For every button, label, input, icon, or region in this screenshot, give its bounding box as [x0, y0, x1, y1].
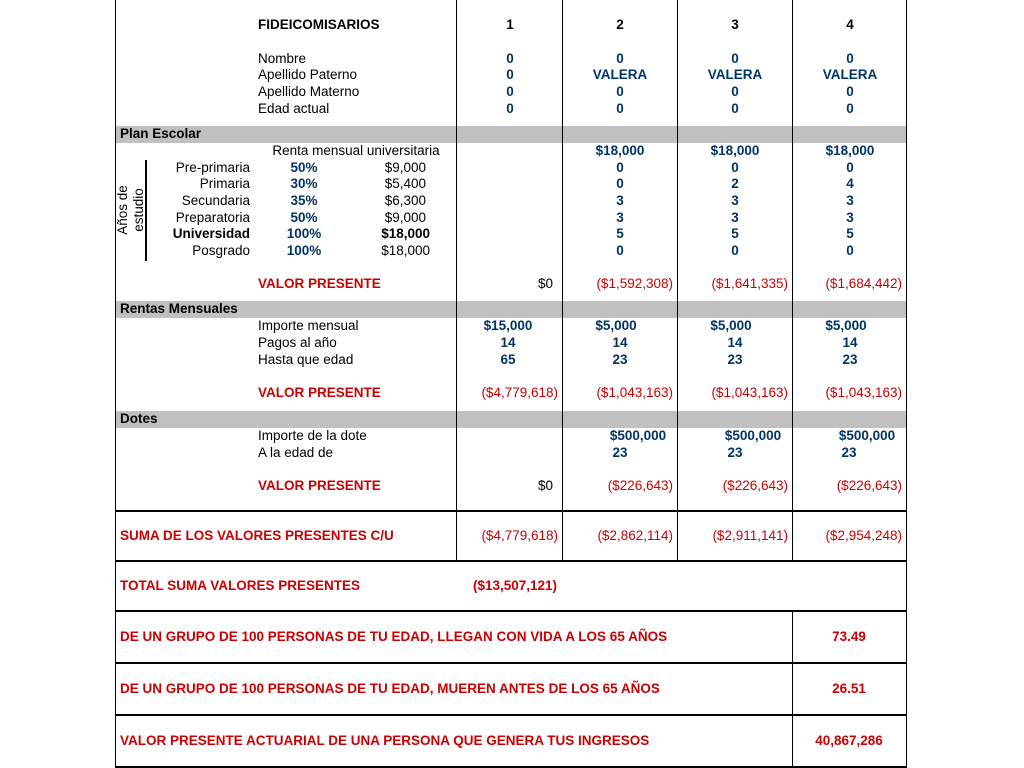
level-years-3: 5	[731, 226, 739, 241]
col-header-4: 4	[846, 17, 854, 32]
level-years-3: 0	[731, 243, 739, 258]
importe-mensual-1: $15,000	[483, 318, 533, 333]
importe-mensual-4: $5,000	[825, 318, 867, 333]
rentas-vp-1: ($4,779,618)	[481, 385, 558, 400]
level-amount: $18,000	[381, 226, 430, 241]
pagos-al-ano-1: 14	[500, 335, 516, 350]
suma-2: ($2,862,114)	[597, 528, 673, 543]
dotes-vp-3: ($226,643)	[722, 478, 788, 493]
level-name: Posgrado	[192, 243, 250, 258]
level-years-2: 0	[616, 243, 624, 258]
level-pct: 30%	[290, 176, 318, 191]
actuarial-value: 40,867,286	[815, 733, 883, 748]
divider-suma	[115, 510, 907, 512]
plan-vp-label: VALOR PRESENTE	[258, 276, 381, 291]
apellido-materno-3: 0	[731, 84, 739, 99]
plan-vp-4: ($1,684,442)	[825, 276, 902, 291]
apellido-paterno-4: VALERA	[822, 67, 878, 82]
plan-escolar-title: Plan Escolar	[120, 126, 202, 141]
suma-3: ($2,911,141)	[712, 528, 788, 543]
grid-col2-line	[562, 0, 563, 511]
rentas-vp-2: ($1,043,163)	[596, 385, 673, 400]
pagos-al-ano-2: 14	[612, 335, 628, 350]
level-years-4: 0	[846, 243, 854, 258]
importe-mensual-label: Importe mensual	[258, 318, 359, 333]
grid-right-border	[906, 0, 907, 768]
importe-dote-2: $500,000	[609, 428, 667, 443]
a-la-edad-2: 23	[612, 445, 628, 460]
apellido-materno-label: Apellido Materno	[258, 84, 360, 99]
nombre-label: Nombre	[258, 51, 307, 66]
apellido-paterno-1: 0	[506, 67, 514, 82]
apellido-paterno-2: VALERA	[592, 67, 648, 82]
col-header-1: 1	[506, 17, 514, 32]
renta-mensual-label: Renta mensual universitaria	[272, 143, 440, 158]
level-years-4: 5	[846, 226, 854, 241]
total-value: ($13,507,121)	[472, 578, 558, 593]
level-years-2: 0	[616, 160, 624, 175]
col-header-2: 2	[616, 17, 624, 32]
level-years-3: 2	[731, 176, 739, 191]
nombre-3: 0	[731, 51, 739, 66]
rentas-title: Rentas Mensuales	[120, 301, 238, 316]
renta-mensual-4: $18,000	[825, 143, 875, 158]
dotes-vp-4: ($226,643)	[836, 478, 902, 493]
rentas-vp-label: VALOR PRESENTE	[258, 385, 381, 400]
renta-mensual-2: $18,000	[595, 143, 645, 158]
nombre-1: 0	[506, 51, 514, 66]
edad-actual-2: 0	[616, 101, 624, 116]
plan-escolar-band	[116, 126, 906, 143]
level-name: Preparatoria	[175, 210, 250, 225]
level-name: Secundaria	[181, 193, 250, 208]
grid-col1-line	[456, 0, 457, 511]
grid-col4-line	[792, 0, 793, 511]
level-years-2: 0	[616, 176, 624, 191]
importe-dote-label: Importe de la dote	[258, 428, 367, 443]
nombre-4: 0	[846, 51, 854, 66]
edad-actual-4: 0	[846, 101, 854, 116]
pagos-al-ano-3: 14	[727, 335, 743, 350]
apellido-paterno-3: VALERA	[707, 67, 763, 82]
hasta-que-edad-1: 65	[500, 352, 516, 367]
pagos-al-ano-label: Pagos al año	[258, 335, 337, 350]
level-amount: $6,300	[384, 193, 426, 208]
col-header-3: 3	[731, 17, 739, 32]
a-la-edad-3: 23	[727, 445, 743, 460]
mueren-label: DE UN GRUPO DE 100 PERSONAS DE TU EDAD, MUEREN ANTES DE LOS 65 AÑOS	[120, 681, 660, 696]
level-years-4: 0	[846, 160, 854, 175]
pagos-al-ano-4: 14	[842, 335, 858, 350]
suma-label: SUMA DE LOS VALORES PRESENTES C/U	[120, 528, 394, 543]
suma-col2-line	[562, 511, 563, 561]
dotes-vp-1: $0	[537, 478, 553, 493]
level-name: Universidad	[172, 226, 250, 241]
level-pct: 100%	[286, 226, 322, 241]
anos-de-estudio-label: Años de estudio	[115, 185, 146, 235]
level-amount: $5,400	[384, 176, 426, 191]
edad-actual-3: 0	[731, 101, 739, 116]
plan-vp-1: $0	[537, 276, 553, 291]
hasta-que-edad-2: 23	[612, 352, 628, 367]
level-pct: 50%	[290, 160, 318, 175]
plan-vp-3: ($1,641,335)	[711, 276, 788, 291]
divider-vida	[115, 610, 907, 612]
level-years-3: 0	[731, 160, 739, 175]
rentas-vp-3: ($1,043,163)	[711, 385, 788, 400]
level-years-2: 3	[616, 210, 624, 225]
total-label: TOTAL SUMA VALORES PRESENTES	[120, 578, 361, 593]
vida-label: DE UN GRUPO DE 100 PERSONAS DE TU EDAD, LLEGAN CON VIDA A LOS 65 AÑOS	[120, 629, 668, 644]
level-years-2: 3	[616, 193, 624, 208]
actuarial-label: VALOR PRESENTE ACTUARIAL DE UNA PERSONA QUE GENERA TUS INGRESOS	[120, 733, 650, 748]
level-years-3: 3	[731, 210, 739, 225]
apellido-materno-4: 0	[846, 84, 854, 99]
header-title: FIDEICOMISARIOS	[258, 17, 380, 32]
suma-4: ($2,954,248)	[825, 528, 902, 543]
level-amount: $9,000	[384, 210, 426, 225]
importe-dote-3: $500,000	[724, 428, 782, 443]
level-pct: 100%	[286, 243, 322, 258]
level-years-4: 3	[846, 193, 854, 208]
level-years-4: 4	[846, 176, 854, 191]
importe-dote-4: $500,000	[838, 428, 896, 443]
grid-col3-line	[677, 0, 678, 511]
apellido-materno-1: 0	[506, 84, 514, 99]
dotes-vp-label: VALOR PRESENTE	[258, 478, 381, 493]
suma-col4-line	[792, 511, 793, 561]
level-name: Pre-primaria	[175, 160, 250, 175]
level-amount: $9,000	[384, 160, 426, 175]
dotes-band	[116, 411, 906, 428]
rentas-vp-4: ($1,043,163)	[825, 385, 902, 400]
suma-1: ($4,779,618)	[481, 528, 558, 543]
divider-total	[115, 560, 907, 562]
suma-col1-line	[456, 511, 457, 561]
dotes-vp-2: ($226,643)	[607, 478, 673, 493]
hasta-que-edad-3: 23	[727, 352, 743, 367]
divider-mueren	[115, 662, 907, 664]
dotes-title: Dotes	[120, 411, 158, 426]
a-la-edad-label: A la edad de	[258, 445, 334, 460]
plan-vp-2: ($1,592,308)	[596, 276, 673, 291]
vida-value: 73.49	[832, 629, 866, 644]
level-years-2: 5	[616, 226, 624, 241]
apellido-materno-2: 0	[616, 84, 624, 99]
edad-actual-1: 0	[506, 101, 514, 116]
hasta-que-edad-label: Hasta que edad	[258, 352, 354, 367]
hasta-que-edad-4: 23	[842, 352, 858, 367]
apellido-paterno-label: Apellido Paterno	[258, 67, 358, 82]
divider-actuarial	[115, 714, 907, 716]
nombre-2: 0	[616, 51, 624, 66]
grid-left-border	[115, 0, 116, 768]
mueren-value: 26.51	[832, 681, 866, 696]
level-years-4: 3	[846, 210, 854, 225]
level-amount: $18,000	[381, 243, 430, 258]
edad-actual-label: Edad actual	[258, 101, 330, 116]
importe-mensual-3: $5,000	[710, 318, 752, 333]
level-years-3: 3	[731, 193, 739, 208]
level-pct: 35%	[290, 193, 318, 208]
a-la-edad-4: 23	[841, 445, 857, 460]
suma-col3-line	[677, 511, 678, 561]
renta-mensual-3: $18,000	[710, 143, 760, 158]
value-col-line	[792, 611, 793, 768]
level-name: Primaria	[199, 176, 250, 191]
level-pct: 50%	[290, 210, 318, 225]
importe-mensual-2: $5,000	[595, 318, 637, 333]
